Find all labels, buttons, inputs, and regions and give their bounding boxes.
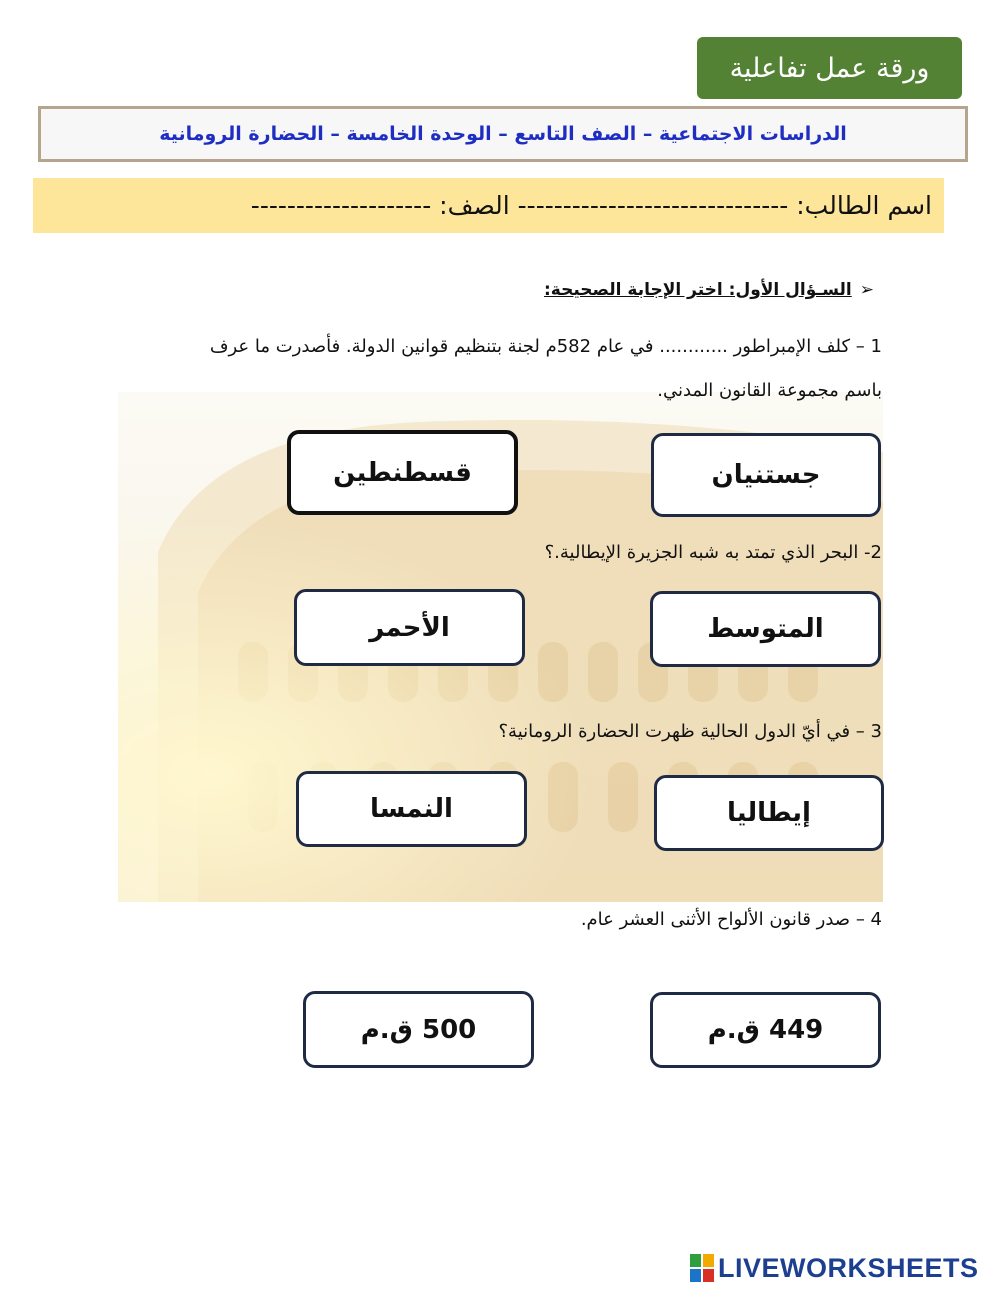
q4-option-449bc[interactable]: 449 ق.م (650, 992, 881, 1068)
q1-option-justinian[interactable]: جستنيان (651, 433, 881, 517)
brand-name: LIVEWORKSHEETS (718, 1252, 979, 1283)
q2-option-red[interactable]: الأحمر (294, 589, 525, 666)
question-1-line-1: 1 – كلف الإمبراطور ............ في عام 582م لجنة بتنظيم قوانين الدولة. فأصدرت ما عرف (209, 336, 882, 357)
question-2-text: 2- البحر الذي تمتد به شبه الجزيرة الإيطالية.؟ (544, 542, 882, 563)
liveworksheets-logo (690, 1250, 979, 1286)
student-name-bar: اسم الطالب: ------------------------------ الصف: -------------------- (33, 178, 944, 233)
section-title: السـؤال الأول: اختر الإجابة الصحيحة: (543, 280, 852, 300)
q2-option-mediterranean[interactable]: المتوسط (650, 591, 881, 667)
question-3-text: 3 – في أيّ الدول الحالية ظهرت الحضارة الرومانية؟ (498, 721, 882, 742)
q1-option-constantine[interactable]: قسطنطين (287, 430, 518, 515)
subject-banner: الدراسات الاجتماعية – الصف التاسع – الوحدة الخامسة – الحضارة الرومانية (38, 106, 968, 162)
liveworksheets-logo-icon (690, 1254, 714, 1282)
arrow-bullet-icon: ➢ (859, 280, 874, 300)
question-4-text: 4 – صدر قانون الألواح الأثنى العشر عام. (580, 909, 882, 930)
worksheet-badge: ورقة عمل تفاعلية (697, 37, 962, 99)
q3-option-austria[interactable]: النمسا (296, 771, 527, 847)
section-heading (544, 280, 874, 300)
q3-option-italy[interactable]: إيطاليا (654, 775, 884, 851)
q4-option-500bc[interactable]: 500 ق.م (303, 991, 534, 1068)
question-1-line-2: باسم مجموعة القانون المدني. (657, 380, 882, 401)
